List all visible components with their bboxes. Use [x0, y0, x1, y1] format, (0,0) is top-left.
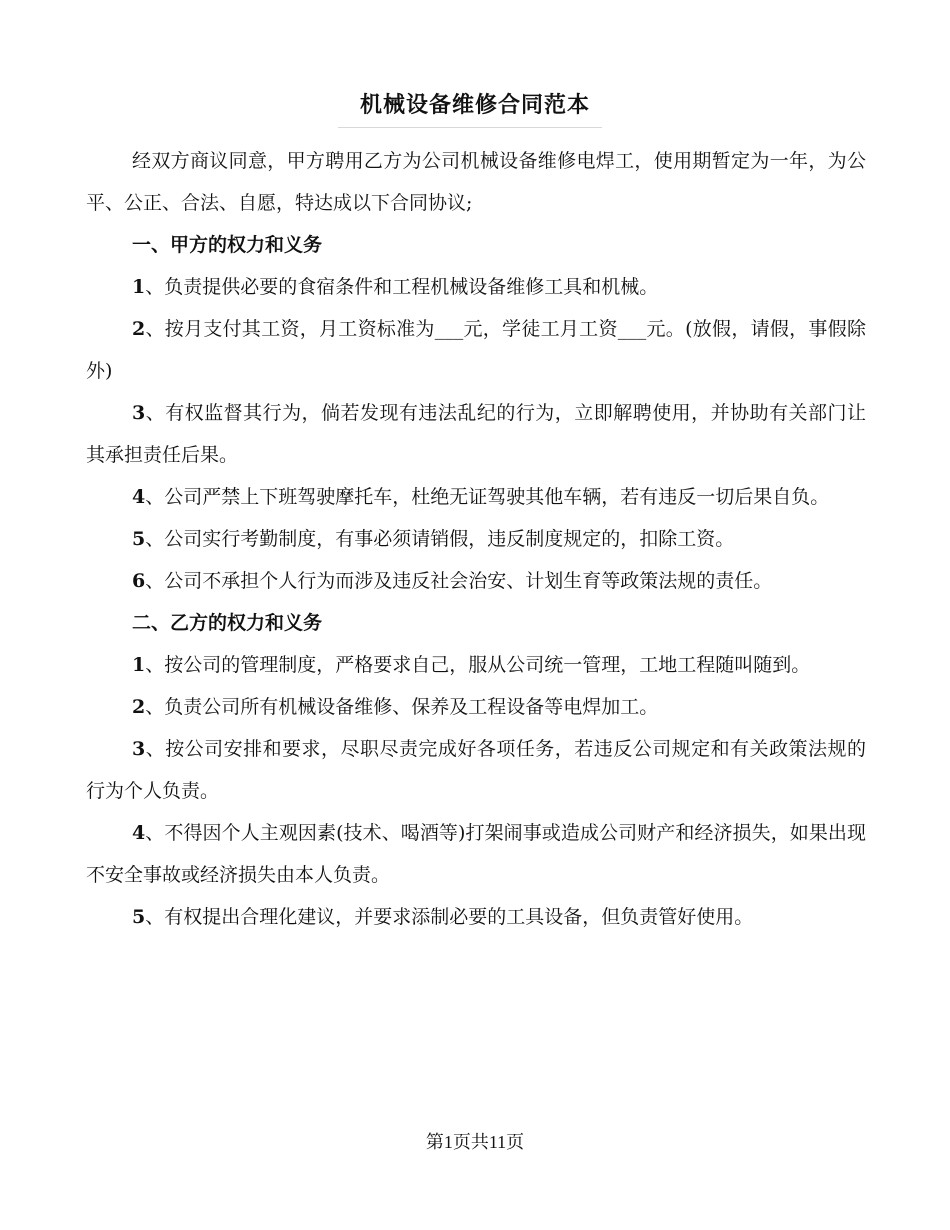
- party-b-clause-2: [86, 686, 866, 728]
- clause-number: 1: [132, 654, 146, 676]
- clause-number: 3: [132, 402, 146, 424]
- clause-text: 、公司严禁上下班驾驶摩托车，杜绝无证驾驶其他车辆，若有违反一切后果自负。: [145, 486, 830, 508]
- clause-text: 、按公司的管理制度，严格要求自己，服从公司统一管理，工地工程随叫随到。: [145, 654, 811, 676]
- party-a-clause-6: [86, 560, 866, 602]
- clause-number: 4: [132, 822, 146, 844]
- party-a-clause-4: [86, 476, 866, 518]
- clause-number: 3: [132, 738, 146, 760]
- clause-text: 、公司不承担个人行为而涉及违反社会治安、计划生育等政策法规的责任。: [145, 570, 773, 592]
- clause-number: 2: [132, 318, 146, 340]
- clause-text: 、按月支付其工资，月工资标准为___元，学徒工月工资___元。(放假，请假，事假除外): [86, 318, 866, 382]
- clause-number: 2: [132, 696, 146, 718]
- clause-text: 、不得因个人主观因素(技术、喝酒等)打架闹事或造成公司财产和经济损失，如果出现不安全事故或经济损失由本人负责。: [86, 822, 866, 886]
- document-body: [86, 140, 866, 938]
- party-b-clause-3: [86, 728, 866, 812]
- clause-text: 、负责提供必要的食宿条件和工程机械设备维修工具和机械。: [145, 276, 659, 298]
- clause-number: 6: [132, 570, 146, 592]
- page-number-footer: 第1页共11页: [425, 1132, 525, 1152]
- clause-number: 1: [132, 276, 146, 298]
- party-b-clause-5: [86, 896, 866, 938]
- clause-number: 4: [132, 486, 146, 508]
- party-b-clause-4: [86, 812, 866, 896]
- clause-text: 、有权监督其行为，倘若发现有违法乱纪的行为，立即解聘使用，并协助有关部门让其承担责任后果。: [86, 402, 866, 466]
- clause-text: 、有权提出合理化建议，并要求添制必要的工具设备，但负责管好使用。: [145, 906, 754, 928]
- intro-paragraph: 经双方商议同意，甲方聘用乙方为公司机械设备维修电焊工，使用期暂定为一年，为公平、公正、合法、自愿，特达成以下合同协议;: [86, 150, 866, 214]
- section-heading-party-a: 一、甲方的权力和义务: [132, 234, 323, 256]
- party-a-clause-2: [86, 308, 866, 392]
- title-underline: [338, 127, 602, 128]
- clause-text: 、公司实行考勤制度，有事必须请销假，违反制度规定的，扣除工资。: [145, 528, 735, 550]
- clause-text: 、按公司安排和要求，尽职尽责完成好各项任务，若违反公司规定和有关政策法规的行为个人负责。: [86, 738, 866, 802]
- clause-number: 5: [132, 528, 146, 550]
- document-title: 机械设备维修合同范本: [359, 92, 590, 118]
- party-a-clause-3: [86, 392, 866, 476]
- clause-text: 、负责公司所有机械设备维修、保养及工程设备等电焊加工。: [145, 696, 659, 718]
- section-heading-party-b: 二、乙方的权力和义务: [132, 612, 323, 634]
- party-a-clause-5: [86, 518, 866, 560]
- party-a-clause-1: [86, 266, 866, 308]
- clause-number: 5: [132, 906, 146, 928]
- party-b-clause-1: [86, 644, 866, 686]
